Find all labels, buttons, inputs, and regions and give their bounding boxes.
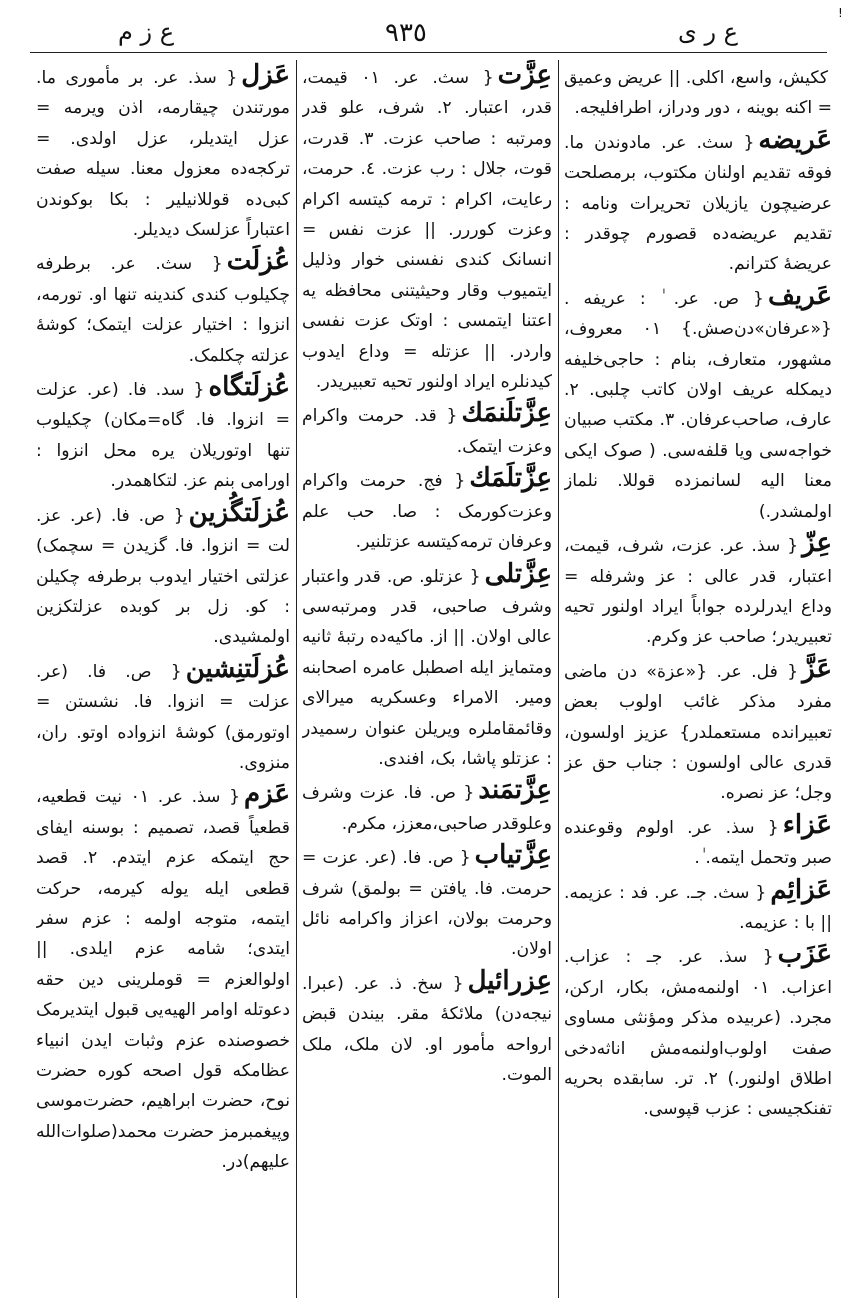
entry-definition: { سذ. عر. اولوم وقوعنده صبر وتحمل ایتمه. ٰ. (564, 817, 832, 869)
header-rule (30, 52, 827, 53)
entry-definition: ککیش، واسع، اکلی. || عریض وعمیق = اکنه بوینه ، دور ودراز، اطرافلیجه. (564, 68, 832, 119)
dictionary-entry (564, 125, 832, 280)
entry-headword: عِزَّتمَند (478, 775, 552, 806)
entry-definition: { ص. عر. ٰ : عریفه . {«عرفان»دن‌صش.} ۰۱ معروف، مشهور، متعارف، بنام : حاجی‌خلیفه دیمکله عریف اولان کاتب چلبی. ۲. عارف، صاحب‌عرفان. ۳. مکتب صبیان خواجه‌سی ویا قلفه‌سی. ( صوک ایکی معنا الیه لسانمزده قوللا. نلماز اولمشدر.) (564, 288, 832, 522)
entry-headword: عَزل (241, 60, 290, 90)
entry-headword: عُزلَتگُزین (188, 497, 290, 528)
page-corner-mark: ! (838, 6, 843, 20)
entry-headword: عَزائِم (770, 874, 832, 905)
entry-definition: { ص. فا. (عر. عز. لت = انزوا. فا. گزیدن = سچمک) عزلتی اختیار ایدوب برطرفه چکیلن : کو. زل بر کوبده عزلتکزین اولمشیدی. (36, 505, 290, 648)
dictionary-entry (564, 654, 832, 809)
header-right-guide-letters: ع ر ى (678, 18, 738, 46)
dictionary-entry (36, 60, 290, 245)
dictionary-entry (302, 840, 552, 965)
entry-definition: { سث. عر. مادوندن ما. فوقه تقدیم اولنان مکتوب، برمصلحت عرضیچون یازیلان تحریرات ونامه : تقدیم عریضه‌ده قصورم چوقدر : عریضهٔ کترانم. (564, 132, 832, 275)
entry-headword: عِزَّتلَمَك (469, 463, 552, 494)
column-middle (302, 60, 552, 1300)
column-left (36, 60, 290, 1300)
entry-headword: عِزرائیل (467, 965, 552, 996)
dictionary-entry (564, 810, 832, 874)
entry-definition: { فل. عر. {«عزة» دن ماضی مفرد مذکر غائب اولوب بعض تعبیرانده مستعملدر} عزیز اولسون، قدری عالی اولسون : جناب حق عز وجل؛ عز نصره. (564, 661, 832, 804)
column-divider-left (296, 60, 297, 1298)
entry-definition: { سث. عر. ۰۱ قیمت، قدر، اعتبار. ۲. شرف، علو قدر ومرتبه : صاحب عزت. ۳. قدرت، قوت، جلال : رب عزت. ٤. حرمت، رعایت، اکرام : ترمه کیتسه اکرام وعزت کوررر. || عزت نفس = انسانک کندی نفسنی خوار وذلیل ایتمیوب وقار وحیثیتنی محافظه یه اعتنا ایتمسی : اوتک عزت نفسی واردر. || عزتله = وداع ایدوب کیدنلره ایراد اولنور تحیه تعبیریدر. (302, 68, 552, 393)
entry-definition: { سث. عر. برطرفه چکیلوب کندی کندینه تنها او. تورمه، انزوا : اختیار عزلت ایتمک؛ کوشهٔ عزلته چکلمک. (36, 254, 290, 366)
dictionary-entry (36, 246, 290, 371)
entry-definition: { ص. فا. (عر. عزلت = انزوا. فا. نشستن = اوتورمق) کوشهٔ انزواده اوتو. ران، منزوی. (36, 661, 290, 773)
dictionary-entry (564, 281, 832, 527)
page-number: ٩٣٥ (385, 18, 427, 48)
entry-definition: { سذ. عر. جـ : عزاب. اعزاب. ۰۱ اولنمه‌مش، بکار، ارکن، مجرد. (عربیده مذکر ومؤنثی مساوی صفت اولوب‌اولنمه‌مش اناثه‌دخی اطلاق اولنور.) ۲. تر. سابقده بحریه تفنکجیسی : عزب قپوسی. (564, 947, 832, 1120)
entry-headword: عَریضه (758, 124, 832, 155)
entry-headword: عَزاء (782, 809, 832, 840)
dictionary-entry (302, 398, 552, 462)
header-left-guide-letters: ع ز م (118, 18, 175, 46)
dictionary-entry (36, 779, 290, 1177)
entry-definition: { سخ. ذ. عر. (عبرا. نیجه‌دن) ملائکهٔ مقر. بیندن قبض ارواحه مأمور او. لان ملک، ملک الموت. (302, 973, 552, 1085)
dictionary-entry (302, 966, 552, 1091)
entry-definition: { سذ. عر. ۰۱ نیت قطعیه، قطعیاً قصد، تصمیم : بوسنه ایفای حج ایتمکه عزم ایتدم. ۲. قصد قطعی ایله یوله کیرمه، حرکت ایتمه، متوجه اولمه : عزم سفر ایتدی؛ شامه عزم ایلدی. || اولوالعزم = قوملرینی دین حقه دعوتله اوامر الهیه‌یی قبول ایتدیرمک خصوصنده عزم وثبات ایدن انبیاء عظامکه قول اصحه کوره حضرت نوح، حضرت ابراهیم، حضرت‌موسی وپیغمبرمز حضرت محمد(صلوات‌الله علیهم)در. (36, 787, 290, 1173)
dictionary-entry (302, 60, 552, 397)
entry-definition: { قد. حرمت واکرام وعزت ایتمک. (302, 406, 552, 457)
entry-headword: عُزلَتنِشین (185, 653, 290, 684)
entry-headword: عُزلَتگاه (208, 372, 290, 403)
column-divider-right (558, 60, 559, 1298)
dictionary-entry (36, 654, 290, 779)
entry-definition: { سذ. عر. بر مأموری ما. مورتندن چیقارمه، اذن ویرمه = عزل ایتدیلر، عزل اولدی. = ترکجه‌ده معزول معنا. سیله صفت کبی‌ده قوللانیلیر : بکا بوکوندن اعتباراً عزلسک دیدیلر. (36, 68, 290, 241)
dictionary-entry (36, 498, 290, 653)
dictionary-entry (302, 775, 552, 839)
entry-definition: { سد. فا. (عر. عزلت = انزوا. فا. گاه=مکان) چکیلوب تنها اوتوریلان یره محل انزوا : اورامی بنم عز. لتکاهمدر. (36, 380, 290, 492)
column-right (564, 60, 832, 1300)
dictionary-entry (564, 875, 832, 939)
entry-headword: عِزَّتلی (484, 558, 552, 589)
entry-definition: { ص. فا. (عر. عزت = حرمت. فا. یافتن = بولمق) شرف وحرمت بولان، اعزاز واکرامه نائل اولان. (302, 848, 552, 960)
entry-headword: عِزَّتلَنمَك (461, 398, 552, 429)
entry-definition: { ص. فا. عزت وشرف وعلوقدر صاحبی،معزز، مکرم. (302, 783, 552, 834)
entry-headword: عُزلَت (226, 246, 290, 277)
dictionary-entry (564, 528, 832, 653)
entry-headword: عِزّ (802, 528, 832, 559)
entry-headword: عَزم (244, 779, 290, 810)
dictionary-entry (36, 372, 290, 497)
entry-definition: { سذ. عر. عزت، شرف، قیمت، اعتبار، قدر عالی : عز وشرفله = وداع ایدرلرده جواباً ایراد اولنور تحیه تعبیریدر؛ صاحب عز وکرم. (564, 536, 832, 648)
dictionary-entry (302, 559, 552, 775)
entry-headword: عَزَّ (802, 653, 832, 684)
entry-definition: { سث. جـ. عر. فد : عزیمه. || با : عزیمه. (564, 882, 832, 933)
entry-definition: { عزتلو. ص. قدر واعتبار وشرف صاحبی، قدر ومرتبه‌سی عالی اولان. || از. ماکیه‌ده رتبهٔ ثانیه ومتمایز ایله اصطبل عامره اصحابنه ومیر. الامراء وعسکریه میرالای وقائمقاملره ویریلن عنوان رسمیدر : عزتلو پاشا، بک، افندی. (302, 566, 552, 769)
entry-definition: { فج. حرمت واکرام وعزت‌کورمک : صا. حب علم وعرفان ترمه‌کیتسه عزتلنیر. (302, 471, 552, 553)
entry-headword: عَریف (767, 280, 832, 311)
entry-headword: عِزَّت (497, 60, 552, 90)
dictionary-entry (302, 463, 552, 557)
entry-headword: عِزَّتیاب (474, 840, 552, 871)
dictionary-entry (564, 939, 832, 1124)
dictionary-entry (564, 60, 832, 124)
entry-headword: عَزَب (777, 939, 832, 970)
